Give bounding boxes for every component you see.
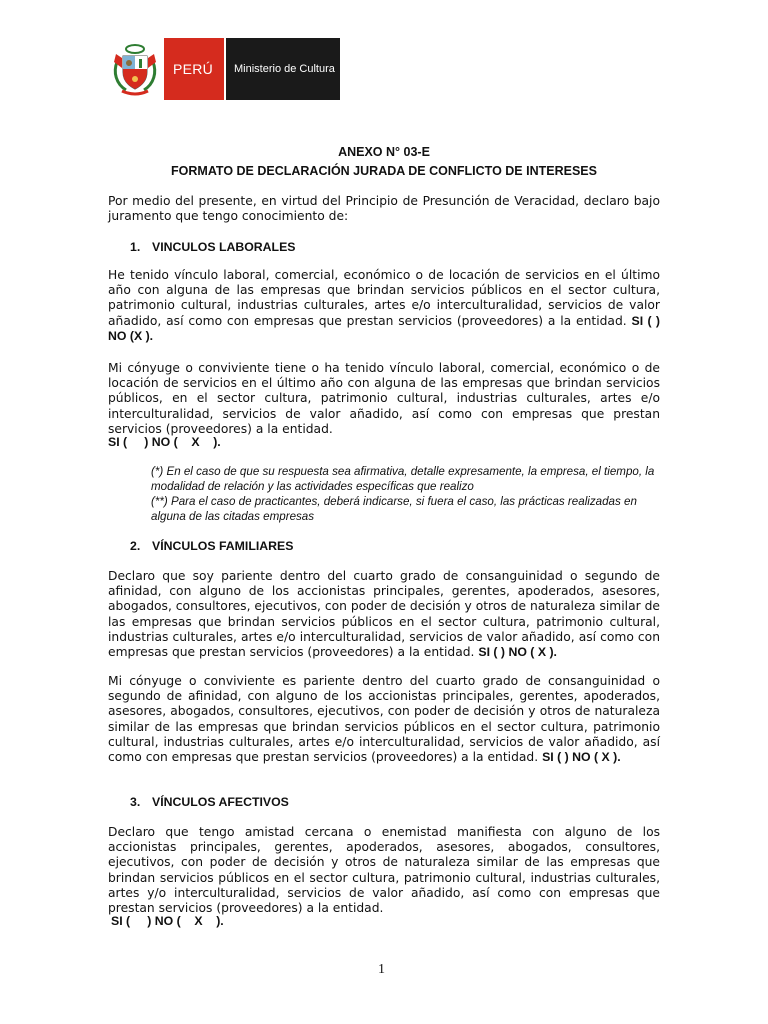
coat-of-arms-icon — [108, 38, 162, 100]
declaration-paragraph — [108, 268, 660, 344]
declaration-text: Mi cónyuge o conviviente es pariente dentro del cuarto grado de consanguinidad o segundo de afinidad, con alguno de los accionistas principales, gerentes, apoderados, asesores, abogados, consultores, ejecutivos, con poder de decisión y otros de naturaleza similar de las empresas que brindan servicios públicos en el sector cultura, patrimonio cultural, industrias culturales, artes e/o interculturalidad, servicios de valor añadido, así como con empresas que prestan servicios (proveedores) a la entidad. — [108, 674, 660, 765]
section-heading-text: VÍNCULOS FAMILIARES — [152, 539, 294, 553]
answer-mark: SI ( ) NO ( X ). — [542, 750, 621, 765]
peru-brand-box — [162, 38, 224, 100]
section-number: 1. — [130, 240, 141, 254]
document-title: FORMATO DE DECLARACIÓN JURADA DE CONFLICTO DE INTERESES — [171, 164, 597, 178]
declaration-paragraph — [108, 569, 660, 660]
page-number: 1 — [378, 962, 385, 977]
logo-divider — [224, 38, 226, 100]
section-heading-vinculos-afectivos — [130, 795, 289, 809]
intro-paragraph: Por medio del presente, en virtud del Principio de Presunción de Veracidad, declaro bajo juramento que tengo conocimiento de: — [108, 194, 660, 224]
answer-mark: SI ( ) NO ( X ). — [111, 914, 224, 928]
ministry-brand-box — [224, 38, 340, 100]
section-heading-vinculos-laborales — [130, 240, 295, 254]
footnote-paragraph: (**) Para el caso de practicantes, deberá indicarse, si fuera el caso, las prácticas realizadas en alguna de las citadas empresas — [151, 495, 637, 524]
annex-title: ANEXO N° 03-E — [338, 145, 430, 159]
declaration-paragraph — [108, 361, 660, 437]
declaration-text: He tenido vínculo laboral, comercial, económico o de locación de servicios en el último año con alguna de las empresas que brindan servicios públicos en el sector cultura, patrimonio cultural, industrias culturales, artes e/o interculturalidad, servicios de valor añadido, así como con empresas que prestan servicios (proveedores) a la entidad. — [108, 268, 660, 328]
logo-country-text: PERÚ — [172, 61, 214, 77]
declaration-text: Declaro que tengo amistad cercana o enemistad manifiesta con alguno de los accionistas principales, gerentes, apoderados, asesores, abogados, consultores, ejecutivos, con poder de decisión y otros de naturaleza similar de las empresas que brindan servicios públicos en el sector cultura, patrimonio cultural, industrias culturales, artes y/o interculturalidad, servicios de valor añadido, así como con empresas que prestan servicios (proveedores) a la entidad. — [108, 825, 660, 916]
answer-mark: SI ( ) NO (X ). — [108, 313, 660, 343]
answer-mark: SI ( ) NO ( X ). — [478, 645, 557, 660]
logo-ministry-text: Ministerio de Cultura — [234, 63, 335, 75]
declaration-paragraph — [108, 674, 660, 765]
section-heading-text: VINCULOS LABORALES — [152, 240, 296, 254]
section-heading-text: VÍNCULOS AFECTIVOS — [152, 795, 289, 809]
section-number: 2. — [130, 539, 141, 553]
ministry-logo — [108, 38, 340, 100]
declaration-text: Declaro que soy pariente dentro del cuarto grado de consanguinidad o segundo de afinidad, con alguno de los accionistas principales, gerentes, apoderados, asesores, abogados, consultores, ejecutivos, con poder de decisión y otros de naturaleza similar de las empresas que brindan servicios públicos en el sector cultura, patrimonio cultural, industrias culturales, artes e/o interculturalidad, servicios de valor añadido, así como con empresas que prestan servicios (proveedores) a la entidad. — [108, 569, 660, 660]
footnote-paragraph: (*) En el caso de que su respuesta sea afirmativa, detalle expresamente, la empresa, el tiempo, la modalidad de relación y las actividades específicas que realizo — [151, 465, 655, 494]
section-heading-vinculos-familiares — [130, 539, 293, 553]
answer-mark: SI ( ) NO ( X ). — [108, 435, 221, 449]
declaration-paragraph — [108, 825, 660, 916]
declaration-text: Mi cónyuge o conviviente tiene o ha tenido vínculo laboral, comercial, económico o de locación de servicios en el último año con alguna de las empresas que brindan servicios públicos, en el sector cultura, patrimonio cultural, industrias culturales, artes e/o interculturalidad, servicios de valor añadido, así como con empresas que prestan servicios (proveedores) a la entidad. — [108, 361, 660, 436]
section-number: 3. — [130, 795, 141, 809]
